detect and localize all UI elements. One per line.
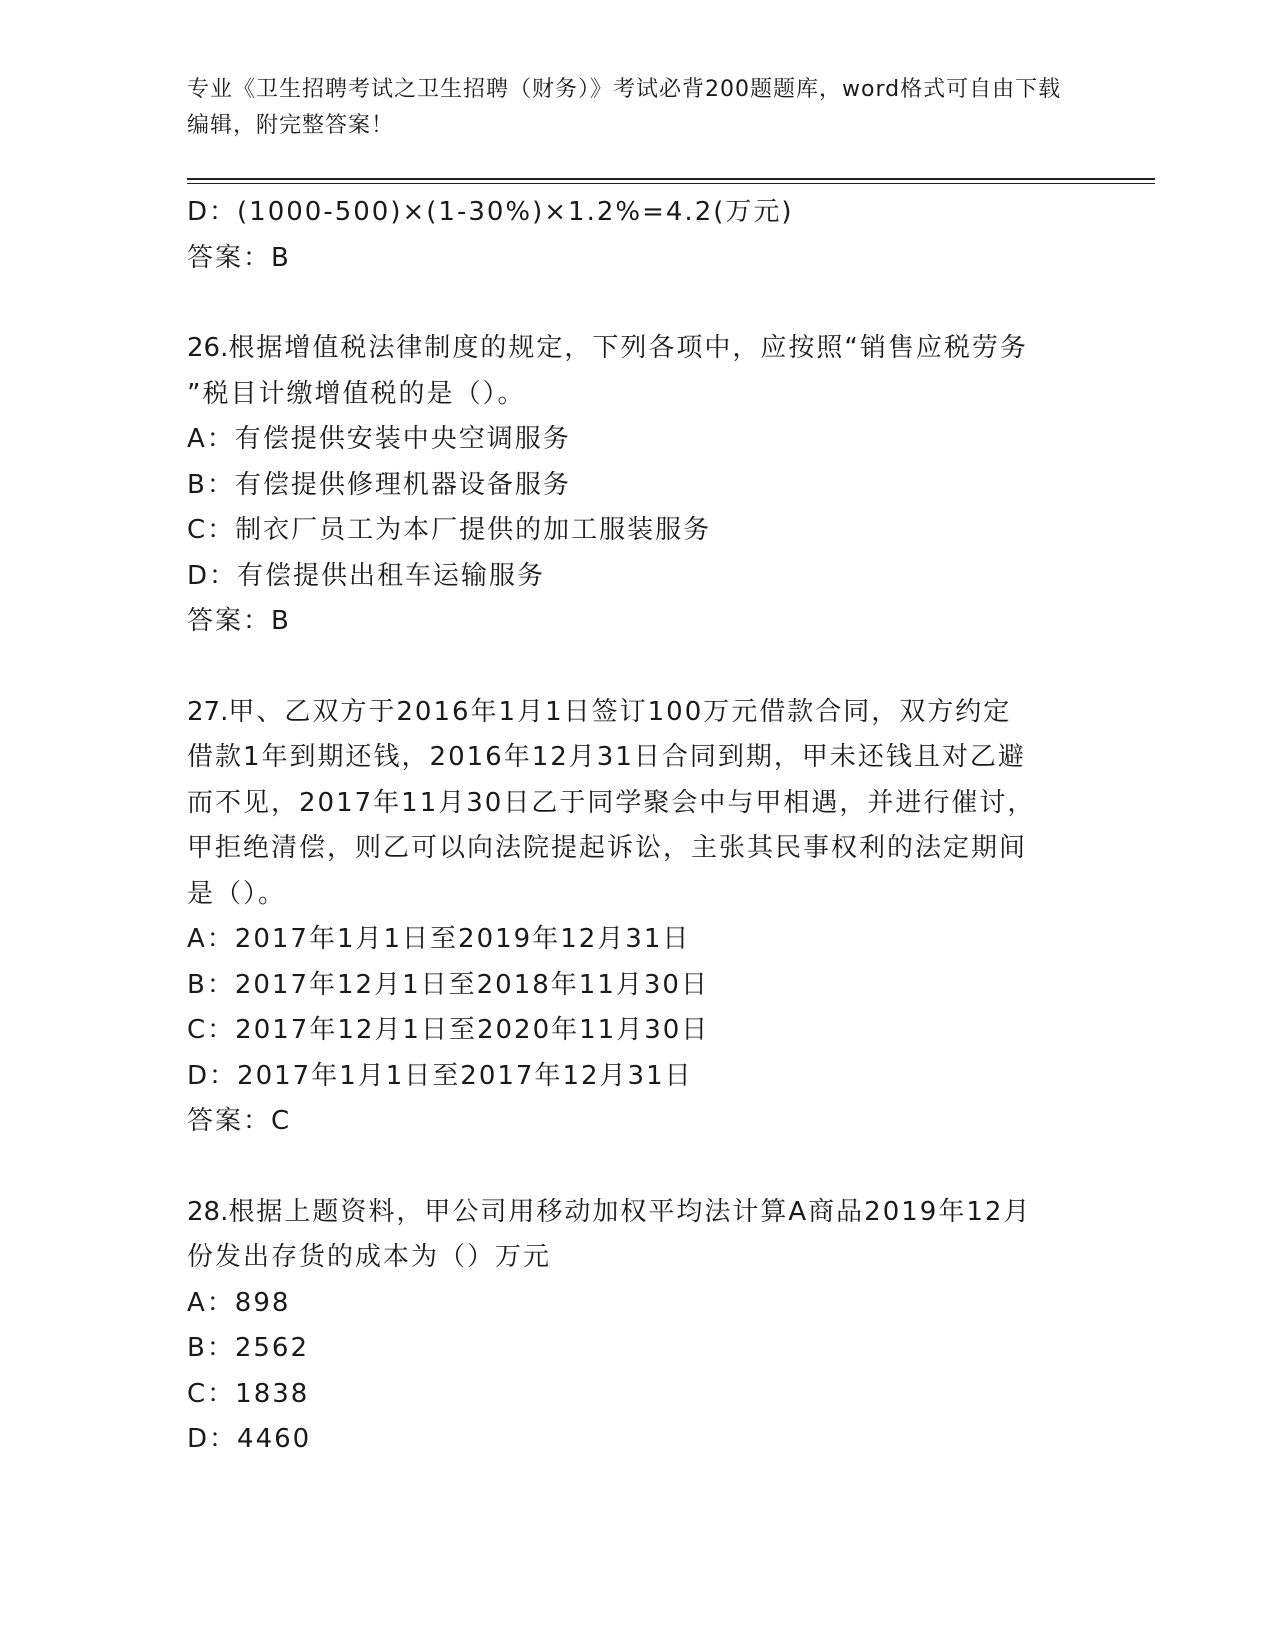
option-b: B：2562 (187, 1333, 310, 1363)
answer: 答案：C (187, 1106, 292, 1136)
question-stem-line: 甲拒绝清偿，则乙可以向法院提起诉讼，主张其民事权利的法定期间 (187, 833, 1028, 863)
document-title: 专业《卫生招聘考试之卫生招聘（财务）》考试必背200题题库，word格式可自由下载编辑，附完整答案！ (187, 77, 1062, 138)
question-stem-line: 借款1年到期还钱，2016年12月31日合同到期，甲未还钱且对乙避 (187, 742, 1026, 772)
spacer (187, 1145, 1087, 1190)
question-28 (187, 1190, 1087, 1463)
option-c: C：2017年12月1日至2020年11月30日 (187, 1015, 710, 1045)
option-a: A：有偿提供安装中央空调服务 (187, 424, 571, 454)
question-number: 26. (187, 333, 229, 363)
option-d: D：有偿提供出租车运输服务 (187, 560, 546, 591)
question-stem-line: ”税目计缴增值税的是（）。 (187, 378, 526, 409)
answer: 答案：B (187, 606, 291, 636)
question-stem-line: 是（）。 (187, 878, 287, 909)
option-b: B：有偿提供修理机器设备服务 (187, 469, 571, 500)
option-a: A：898 (187, 1287, 291, 1318)
option-a: A：2017年1月1日至2019年12月31日 (187, 924, 691, 954)
question-stem-line: 27.甲、乙双方于2016年1月1日签订100万元借款合同，双方约定 (187, 696, 1012, 727)
option-b: B：2017年12月1日至2018年11月30日 (187, 969, 709, 1000)
question-stem-line: 份发出存货的成本为（）万元 (187, 1242, 552, 1272)
page-header (187, 72, 1067, 144)
question-number: 28. (187, 1196, 229, 1227)
header-divider (187, 178, 1155, 184)
question-stem-line: 26.根据增值税法律制度的规定，下列各项中，应按照“销售应税劳务 (187, 333, 1028, 363)
spacer (187, 645, 1087, 690)
option-d: D：4460 (187, 1424, 312, 1454)
question-list (187, 190, 1087, 1463)
question-26 (187, 326, 1087, 645)
spacer (187, 281, 1087, 326)
question-stem-line: 而不见，2017年11月30日乙于同学聚会中与甲相遇，并进行催讨， (187, 787, 1036, 818)
prev-option-d: D：(1000-500)×(1-30%)×1.2%=4.2(万元) (187, 197, 794, 227)
option-c: C：1838 (187, 1378, 310, 1409)
option-d: D：2017年1月1日至2017年12月31日 (187, 1060, 693, 1091)
option-c: C：制衣厂员工为本厂提供的加工服装服务 (187, 515, 712, 545)
prev-answer: 答案：B (187, 242, 291, 273)
question-27 (187, 690, 1087, 1145)
question-stem-line: 28.根据上题资料，甲公司用移动加权平均法计算A商品2019年12月 (187, 1196, 1032, 1227)
question-number: 27. (187, 696, 229, 727)
